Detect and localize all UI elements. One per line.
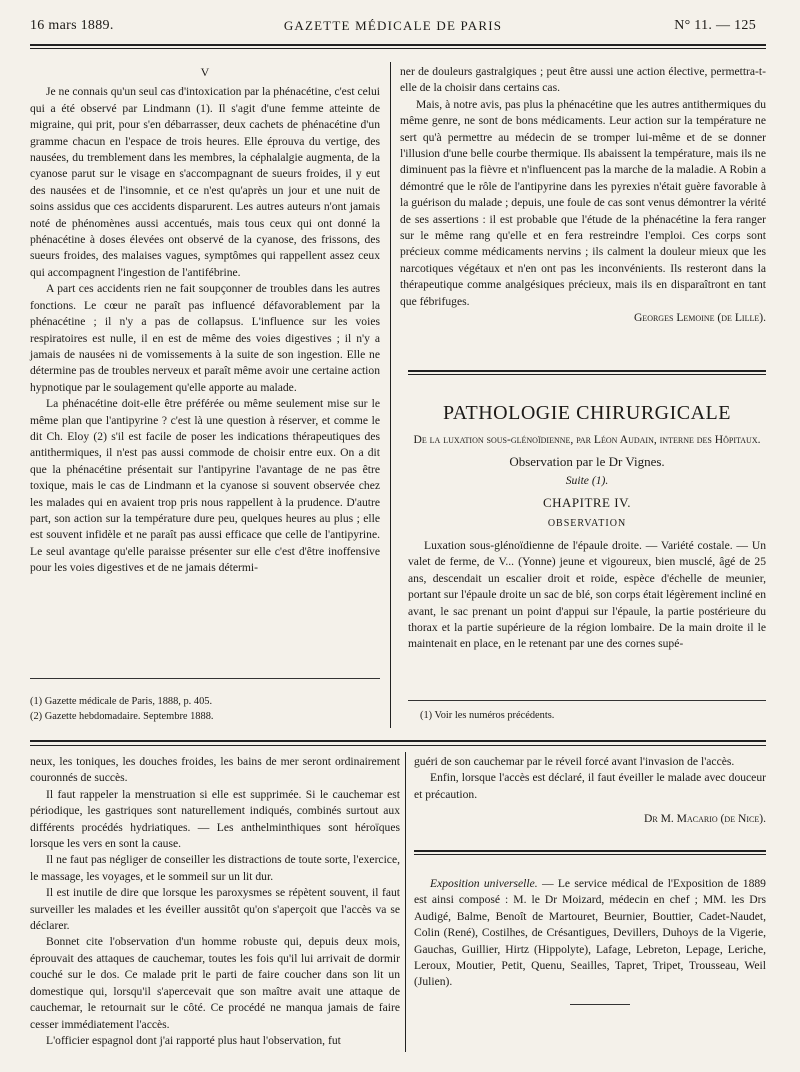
paragraph: L'officier espagnol dont j'ai rapporté plus haut l'observation, fut — [46, 1033, 341, 1047]
signature: Dr M. Macario (de Nice). — [643, 812, 766, 826]
news-rule — [414, 850, 766, 852]
footnote: (1) Gazette médicale de Paris, 1888, p. 405. — [30, 696, 213, 707]
header-issue-number: N° 11. — 125 — [674, 18, 756, 33]
section-title: PATHOLOGIE CHIRURGICALE — [443, 402, 731, 424]
paragraph: Il faut rappeler la menstruation si elle est supprimée. Si le cauchemar est périodique, les gastriques sont naturellement indiqués, combinés surtout aux différents procédés hydriatiques. — Les anthelminthiques sont héroïques lorsque les vers en sont la cause. — [30, 787, 400, 851]
footnote-rule — [30, 678, 380, 679]
paragraph: guéri de son cauchemar par le réveil forcé avant l'invasion de l'accès. — [414, 755, 735, 768]
exposition-lead: Exposition universelle. — [430, 877, 538, 890]
header-rule-bottom — [30, 48, 766, 49]
observation-author: Observation par le Dr Vignes. — [509, 454, 665, 470]
footnote-rule — [408, 700, 766, 701]
case-paragraph: Luxation sous-glénoïdienne de l'épaule droite. — Variété costale. — Un valet de ferme, de V... (Yonne) jeune et vigoureux, bien musclé, âgé de 25 ans, descendait un escalier droit et roide, espèce d'échelle de meunier, portant sur l'épaule droite un sac de blé, son corps était légèrement incliné en avant, le sac prenant un point d'appui sur l'épaule, la partie postérieure du thorax et la partie supérieure de la région lombaire. De la main droite il le maintenait en place, en le retenant par une des cornes supé- — [408, 539, 766, 651]
paragraph: Enfin, lorsque l'accès est déclaré, il faut éveiller le malade avec douceur et précaution. — [414, 771, 766, 801]
column-divider — [390, 62, 391, 728]
bottom-left-column — [30, 754, 400, 1049]
paragraph: neux, les toniques, les douches froides, les bains de mer seront ordinairement couronnés de succès. — [30, 755, 400, 785]
section-rule-inner — [408, 374, 766, 375]
paragraph: A part ces accidents rien ne fait soupçonner de troubles dans les autres fonctions. Le cœur ne paraît pas influencé défavorablement par la phénacétine ; il n'y a pas de collapsus. L'influence sur les voies respiratoires est nulle, il en est de même des voies digestives ; il n'y a jamais de nausées ni de vomissements à la suite de son ingestion. Elle ne détermine pas de troubles nerveux et paraît même avoir une certaine action hypnotique par le soulagement qu'elle apporte au malade. — [30, 282, 380, 394]
middle-rule-top — [30, 740, 766, 742]
paragraph: Je ne connais qu'un seul cas d'intoxication par la phénacétine, c'est celui qui a été observé par Lindmann (1). Il s'agit d'une femme atteinte de migraine, qui prit, pour s'en débarrasser, deux cachets de phénacétine d'un gramme chacun en l'espace de trois heures. Elle éprouva du vertige, des nausées, du tremblement dans les membres, la céphalalgie augmenta, de la cyanose parut sur le visage en s'accompagnant de sueurs froides, il y eut des nausées et de l'insomnie, et ce n'est qu'après un jour et une nuit de soins assidus que ces accidents disparurent. Les autres auteurs n'ont jamais noté de phénomènes aussi accentués, mais tous ceux qui ont donné la phénacétine à doses élevées ont observé de la cyanose, des frissons, des sueurs froides, des malaises vagues, symptômes qui rappellent assez ceux qui accompagnent l'ingestion de l'antifébrine. — [30, 85, 380, 279]
top-left-footnotes — [30, 694, 380, 724]
header-date: 16 mars 1889. — [30, 18, 114, 33]
suite-note: Suite (1). — [565, 473, 609, 487]
middle-rule-bottom — [30, 745, 766, 746]
surgery-section — [408, 400, 766, 653]
chapter-heading: CHAPITRE IV. — [542, 495, 632, 511]
bottom-right-column — [414, 754, 766, 828]
observation-heading: OBSERVATION — [547, 517, 627, 529]
news-rule-inner — [414, 854, 766, 855]
top-right-footnote — [420, 708, 760, 723]
exposition-notice — [414, 876, 766, 991]
footnote: (2) Gazette hebdomadaire. Septembre 1888. — [30, 711, 214, 722]
article-title: De la luxation sous-glénoïdienne, par Léon Audain, interne des Hôpitaux. — [413, 433, 761, 446]
page-header — [30, 18, 756, 38]
exposition-paragraph — [414, 876, 766, 991]
signature: Georges Lemoine (de Lille). — [633, 311, 766, 325]
section-number: V — [200, 65, 210, 79]
paragraph: Mais, à notre avis, pas plus la phénacétine que les autres antithermiques du même genre, ne sont de bons médicaments. Leur action sur la température ne sert qu'à permettre au médecin de se tromper lui-même et de se donner l'illusion d'une belle courbe thermique. Ils abaissent la température, mais ils ne diminuent pas la fièvre et n'influencent pas la marche de la maladie. A Robin a démontré que le rôle de l'antipyrine dans les pyrexies n'était guère favorable à la guérison du malade ; depuis, une foule de cas sont venus démontrer la vérité de ses assertions : il est probable que l'étude de la phénacétine la fera ranger sur le même rang qu'elle et en fera restreindre l'emploi. Ces corps sont précieux comme médicaments nervins ; ils calment la douleur mieux que les narcotiques végétaux et n'en ont pas les inconvénients. Ils resteront dans la thérapeutique comme analgésiques précieux, mais ils en disparaîtront en tant que fébrifuges. — [400, 97, 766, 308]
section-rule — [408, 370, 766, 372]
top-left-column — [30, 64, 380, 577]
top-right-column — [400, 64, 766, 327]
paragraph: ner de douleurs gastralgiques ; peut être aussi une action élective, permettra-t-elle de la choisir dans certains cas. — [400, 65, 766, 95]
header-journal-title: GAZETTE MÉDICALE DE PARIS — [283, 18, 503, 33]
end-rule — [570, 1004, 630, 1005]
paragraph: Il est inutile de dire que lorsque les paroxysmes se répètent souvent, il faut surveiller les malades et les éveiller aussitôt qu'on s'aperçoit que l'accès va se déclarer. — [30, 886, 400, 933]
exposition-text: — Le service médical de l'Exposition de 1889 est ainsi composé : M. le Dr Moizard, médecin en chef ; MM. les Drs Audigé, Balme, Benoît de Martouret, Beurnier, Bouttier, Cadet-Naudet, Colin (René), Costilhes, de Crésantigues, Devillers, Duhoys de la Vigerie, Gauchas, Guillier, Hirtz (Hippolyte), Lafage, Lebreton, Lepage, Leriche, Leroux, Moutier, Petit, Quenu, Seailles, Tapret, Tripet, Trousseau, Weil (Julien). — [414, 877, 766, 989]
header-rule-top — [30, 44, 766, 46]
footnote: (1) Voir les numéros précédents. — [420, 710, 555, 721]
column-divider-bottom — [405, 752, 406, 1052]
paragraph: La phénacétine doit-elle être préférée ou même seulement mise sur le même plan que l'antipyrine ? c'est là une question à réserver, et comme le dit Ch. Eloy (2) s'il est facile de poser les indications thérapeutiques des antithermiques, il n'est pas aussi commode de choisir entre eux. On a dit que la phénacétine présentait sur l'antipyrine l'avantage de ne pas être toxique, mais le cas de Lindmann et la cyanose si souvent observée chez les malades qui en avaient trop pris nous rappellent à la prudence. D'autre part, son action sur la température dure peu, quelques heures au plus ; elle est souvent infidèle et ne paraît pas aussi efficace que celle de l'antipyrine. Le seul avantage qu'elle paraisse présenter sur elle c'est d'être inoffensive pour les voies digestives et de ne jamais détermi- — [30, 397, 380, 575]
paragraph: Il ne faut pas négliger de conseiller les distractions de toute sorte, l'exercice, le massage, les voyages, et le sommeil sur un lit dur. — [30, 853, 400, 883]
paragraph: Bonnet cite l'observation d'un homme robuste qui, depuis deux mois, éprouvait des attaques de cauchemar, toutes les fois qu'il lui arrivait de dormir couché sur le dos. Ce malade prit le parti de faire coucher dans son lit un domestique qui, lorsqu'il s'apercevait que son maître avait une attaque de cauchemar, le retournait sur le côté. Ce procédé ne manqua jamais de faire cesser immédiatement l'accès. — [30, 935, 400, 1031]
